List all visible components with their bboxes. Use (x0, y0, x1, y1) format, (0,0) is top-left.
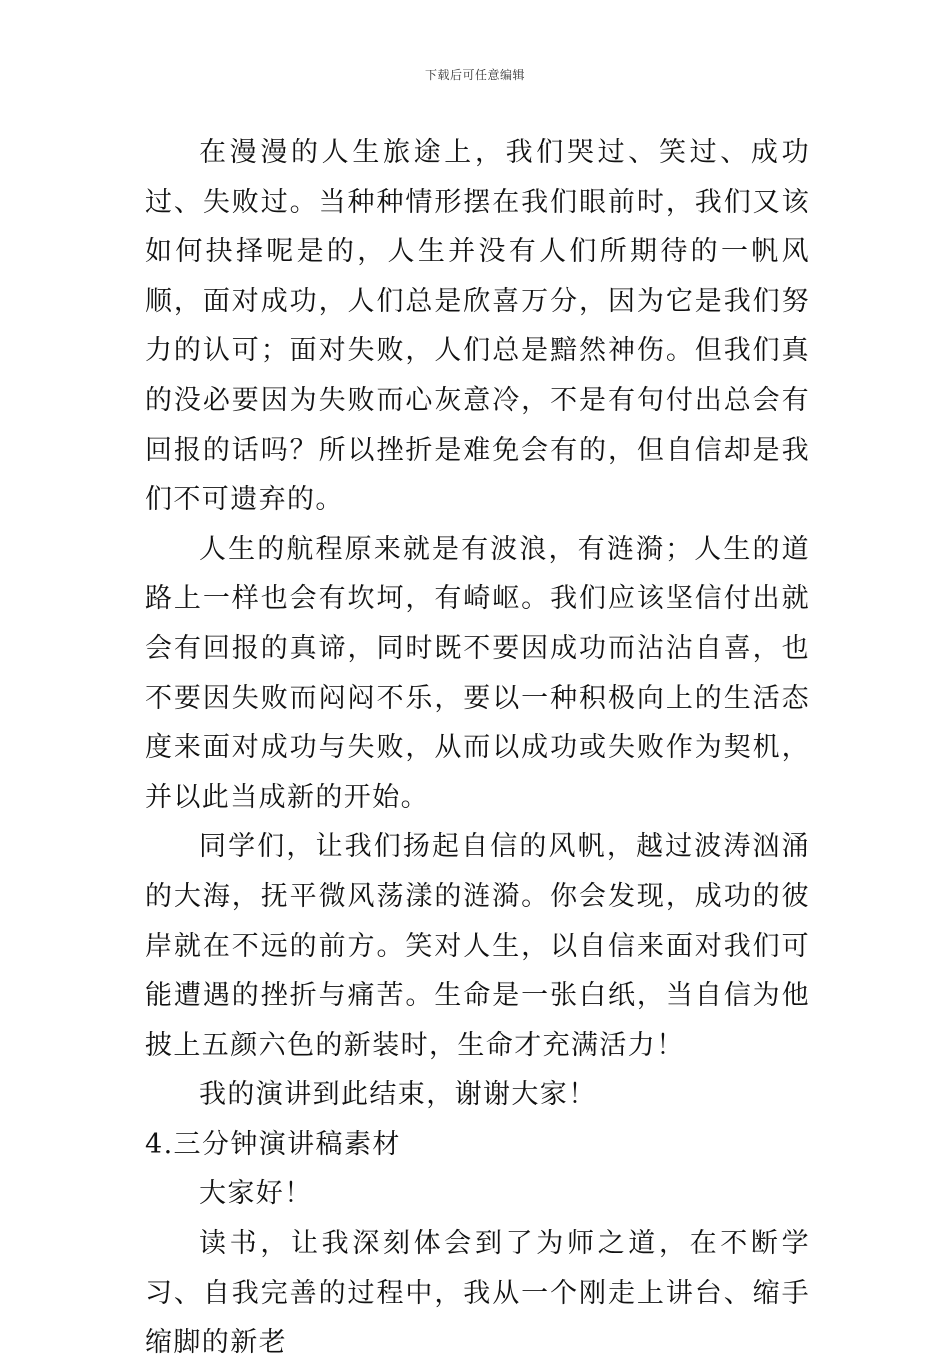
closing-paragraph: 读书，让我深刻体会到了为师之道，在不断学习、自我完善的过程中，我从一个刚走上讲台、缩手缩脚的新老 (145, 1228, 810, 1359)
document-body (145, 128, 810, 1368)
paragraph-2: 人生的航程原来就是有波浪，有涟漪；人生的道路上一样也会有坎坷，有崎岖。我们应该坚信付出就会有回报的真谛，同时既不要因成功而沾沾自喜，也不要因失败而闷闷不乐，要以一种积极向上的生活态度来面对成功与失败，从而以成功或失败作为契机，并以此当成新的开始。 (145, 533, 810, 813)
paragraph-1: 在漫漫的人生旅途上，我们哭过、笑过、成功过、失败过。当种种情形摆在我们眼前时，我们又该如何抉择呢是的，人生并没有人们所期待的一帆风顺，面对成功，人们总是欣喜万分，因为它是我们努力的认可；面对失败，人们总是黯然神伤。但我们真的没必要因为失败而心灰意冷，不是有句付出总会有回报的话吗？所以挫折是难免会有的，但自信却是我们不可遗弃的。 (145, 137, 810, 516)
greeting: 大家好！ (199, 1178, 313, 1210)
paragraph-4: 我的演讲到此结束，谢谢大家！ (199, 1079, 597, 1111)
section-heading: 4.三分钟演讲稿素材 (145, 1128, 401, 1160)
paragraph-3: 同学们，让我们扬起自信的风帆，越过波涛汹涌的大海，抚平微风荡漾的涟漪。你会发现，成功的彼岸就在不远的前方。笑对人生，以自信来面对我们可能遭遇的挫折与痛苦。生命是一张白纸，当自信为他披上五颜六色的新装时，生命才充满活力！ (145, 831, 810, 1061)
header-note: 下载后可任意编辑 (424, 68, 525, 82)
